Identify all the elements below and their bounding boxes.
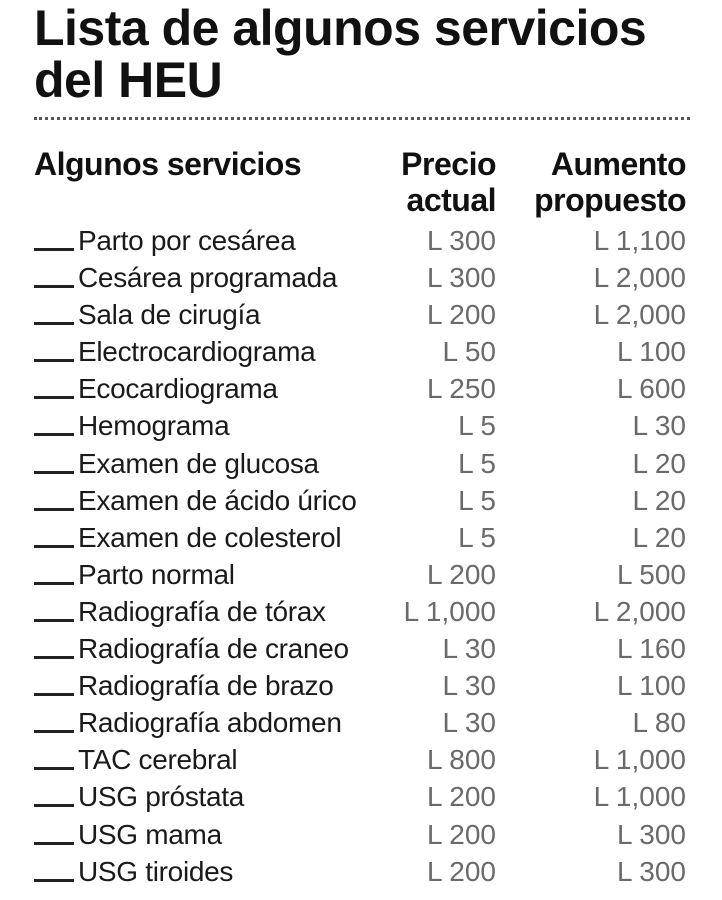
row-dash — [34, 656, 74, 659]
current-price: L 200 — [426, 299, 496, 331]
row-dash — [34, 545, 74, 548]
service-name: Examen de glucosa — [78, 447, 319, 479]
table-row — [34, 779, 690, 816]
column-header-current-price: Precio actual — [401, 146, 496, 218]
table-row — [34, 817, 690, 854]
row-dash — [34, 471, 74, 474]
table-row — [34, 223, 690, 260]
row-dash — [34, 693, 74, 696]
service-name: USG tiroides — [78, 855, 234, 887]
current-price: L 300 — [426, 262, 496, 294]
services-table — [34, 223, 690, 891]
table-row — [34, 483, 690, 520]
proposed-price: L 20 — [632, 484, 686, 516]
row-dash — [34, 804, 74, 807]
current-price: L 30 — [442, 670, 496, 702]
proposed-price: L 2,000 — [593, 595, 686, 627]
current-price: L 200 — [426, 781, 496, 813]
table-row — [34, 668, 690, 705]
service-name: USG próstata — [78, 781, 245, 813]
service-name: Radiografía de brazo — [78, 670, 334, 702]
proposed-price: L 1,100 — [593, 225, 686, 256]
row-dash — [34, 619, 74, 622]
service-name: USG mama — [78, 818, 222, 850]
proposed-price: L 160 — [616, 633, 686, 665]
row-dash — [34, 767, 74, 770]
proposed-price: L 100 — [616, 670, 686, 702]
service-name: Radiografía de craneo — [78, 633, 349, 665]
service-name: Parto por cesárea — [78, 225, 296, 256]
proposed-price: L 300 — [616, 818, 686, 850]
table-row — [34, 260, 690, 297]
service-name: Sala de cirugía — [78, 299, 261, 331]
row-dash — [34, 582, 74, 585]
row-dash — [34, 322, 74, 325]
current-price: L 5 — [458, 521, 496, 553]
current-price: L 250 — [426, 373, 496, 405]
proposed-price: L 500 — [616, 558, 686, 590]
service-name: Ecocardiograma — [78, 373, 278, 405]
table-row — [34, 557, 690, 594]
current-price: L 5 — [458, 410, 496, 442]
service-name: Radiografía abdomen — [78, 707, 342, 739]
current-price: L 800 — [426, 744, 496, 776]
current-price: L 200 — [426, 818, 496, 850]
current-price: L 30 — [442, 633, 496, 665]
table-row — [34, 594, 690, 631]
current-price: L 5 — [458, 447, 496, 479]
proposed-price: L 2,000 — [593, 262, 686, 294]
row-dash — [34, 433, 74, 436]
table-row — [34, 520, 690, 557]
service-name: Examen de ácido úrico — [78, 484, 357, 516]
row-dash — [34, 285, 74, 288]
service-name: Electrocardiograma — [78, 336, 316, 368]
service-name: Examen de colesterol — [78, 521, 342, 553]
table-row — [34, 631, 690, 668]
row-dash — [34, 359, 74, 362]
proposed-price: L 600 — [616, 373, 686, 405]
column-header-proposed-increase: Aumento propuesto — [534, 146, 686, 218]
column-header-service: Algunos servicios — [34, 146, 302, 182]
proposed-price: L 30 — [632, 410, 686, 442]
page-title: Lista de algunos servicios del HEU — [34, 0, 647, 108]
table-row — [34, 854, 690, 891]
current-price: L 5 — [458, 484, 496, 516]
current-price: L 200 — [426, 558, 496, 590]
service-name: Parto normal — [78, 558, 235, 590]
current-price: L 200 — [426, 855, 496, 887]
dotted-divider — [34, 117, 690, 120]
proposed-price: L 2,000 — [593, 299, 686, 331]
table-row — [34, 297, 690, 334]
service-name: Hemograma — [78, 410, 230, 442]
row-dash — [34, 842, 74, 845]
table-row — [34, 446, 690, 483]
row-dash — [34, 508, 74, 511]
proposed-price: L 20 — [632, 521, 686, 553]
row-dash — [34, 879, 74, 882]
table-row — [34, 742, 690, 779]
row-dash — [34, 730, 74, 733]
row-dash — [34, 396, 74, 399]
proposed-price: L 1,000 — [593, 744, 686, 776]
table-row — [34, 371, 690, 408]
current-price: L 50 — [442, 336, 496, 368]
proposed-price: L 300 — [616, 855, 686, 887]
table-row — [34, 408, 690, 445]
current-price: L 300 — [426, 225, 496, 256]
current-price: L 30 — [442, 707, 496, 739]
service-name: Cesárea programada — [78, 262, 338, 294]
row-dash — [34, 248, 74, 251]
table-row — [34, 705, 690, 742]
proposed-price: L 20 — [632, 447, 686, 479]
proposed-price: L 1,000 — [593, 781, 686, 813]
proposed-price: L 100 — [616, 336, 686, 368]
current-price: L 1,000 — [403, 595, 496, 627]
service-name: TAC cerebral — [78, 744, 238, 776]
table-row — [34, 334, 690, 371]
proposed-price: L 80 — [632, 707, 686, 739]
service-name: Radiografía de tórax — [78, 595, 326, 627]
